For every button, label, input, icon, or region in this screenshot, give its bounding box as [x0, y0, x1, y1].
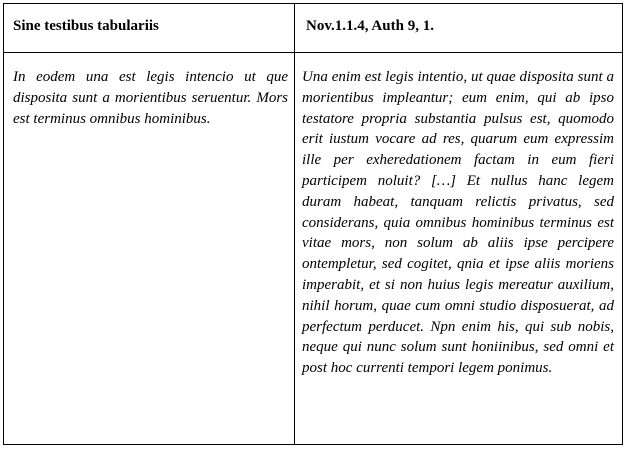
left-passage: In eodem una est legis intencio ut que disposita sunt a morientibus seruentur. Mors est terminus omnibus hominibus. — [13, 69, 288, 127]
comparison-table — [3, 3, 623, 445]
header-cell-left — [4, 4, 295, 53]
header-cell-right — [295, 4, 623, 53]
header-left-text: Sine testibus tabulariis — [13, 18, 159, 34]
right-passage: Una enim est legis intentio, ut quae disposita sunt a morientibus impleantur; eum enim, qui ab ipso testatore propria substantia pulsus est, quomodo erit iustum vocare ad res, quarum eum expressim ille per exheredationem factam in eum fieri participem noluit? […] Et nullus hanc legem duram habeat, tanquam relictis privatus, sed considerans, quia omnibus hominibus terminus est vitae mors, non solum ab aliis ipse percipere ontempletur, sed cogitet, qnia et ipse aliis moriens imperabit, et si non huius legis mereatur auxilium, nihil horum, quae cum omni studio disposuerat, ad perfectum perducet. Npn enim his, qui sub nobis, neque qui nunc solum sunt honiinibus, sed omni et post hoc currenti tempori legem ponimus. — [302, 69, 614, 377]
body-cell-right — [295, 53, 623, 445]
body-cell-left — [4, 53, 295, 445]
body-row — [4, 53, 623, 445]
header-right-text: Nov.1.1.4, Auth 9, 1. — [306, 18, 434, 34]
header-row — [4, 4, 623, 53]
